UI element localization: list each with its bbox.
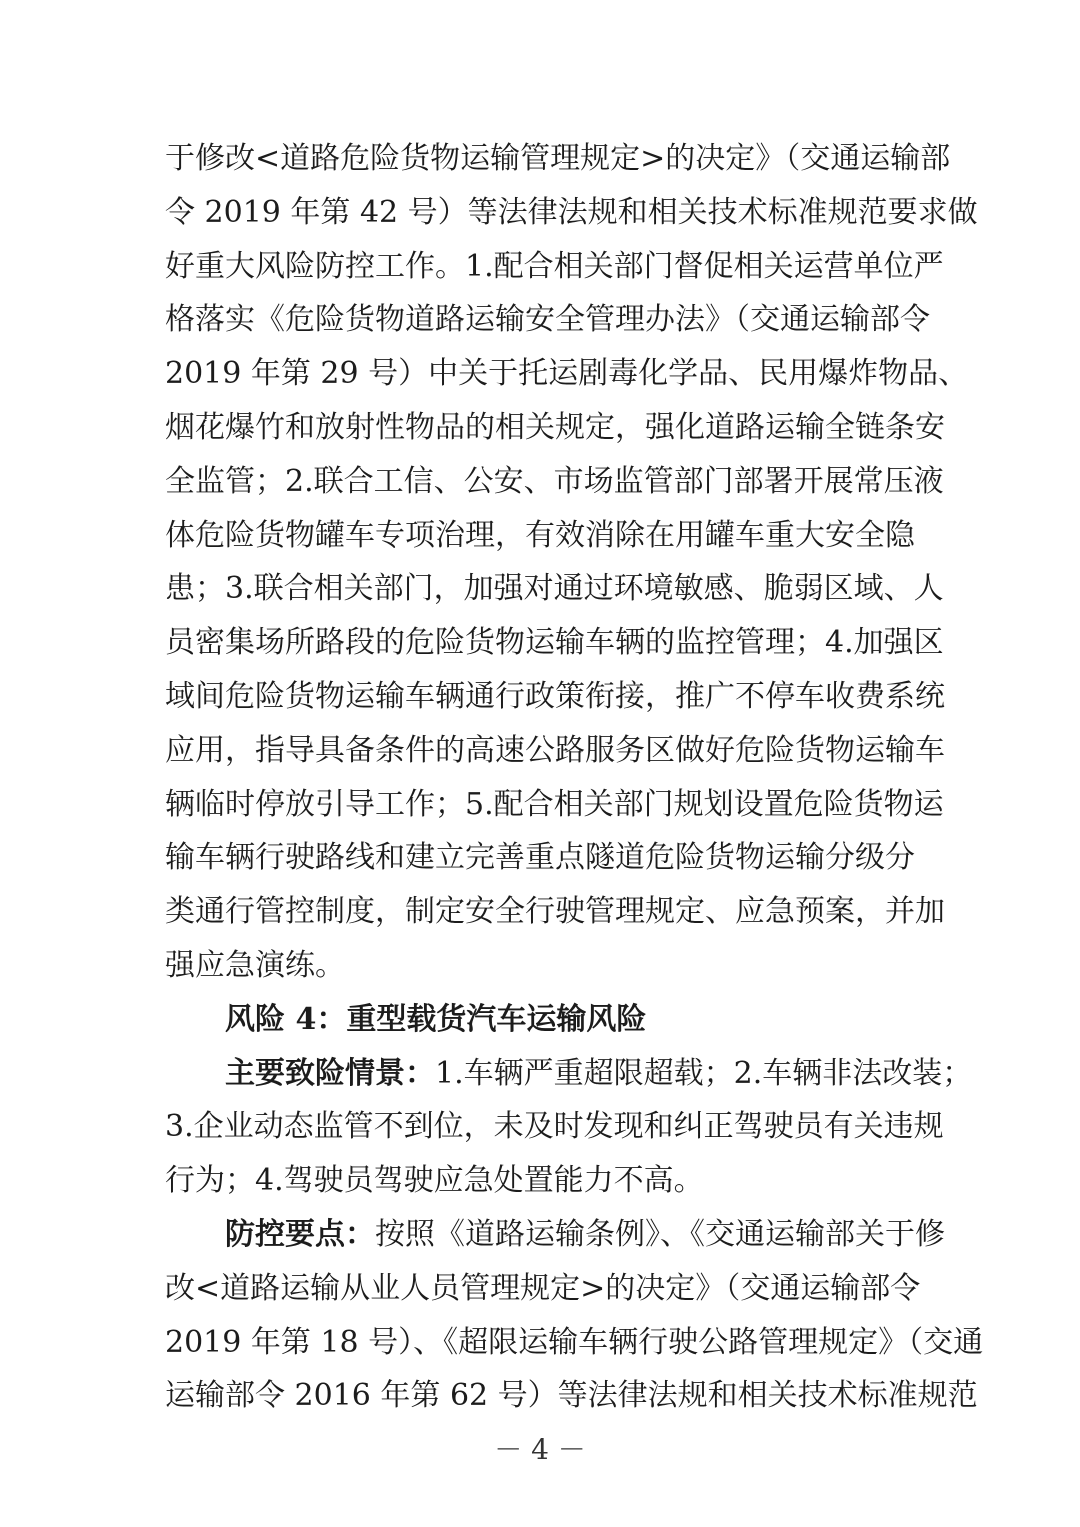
document-body: [165, 132, 984, 1423]
text-line: 格落实《危险货物道路运输安全管理办法》（交通运输部令: [165, 302, 930, 338]
control-text: 按照《道路运输条例》、《交通运输部关于修: [375, 1216, 945, 1252]
paragraph-continuation: [165, 132, 978, 993]
risk-heading: 风险 4：重型载货汽车运输风险: [225, 1001, 647, 1037]
text-line: 类通行管控制度，制定安全行驶管理规定、应急预案，并加: [165, 894, 945, 930]
text-line: 输车辆行驶路线和建立完善重点隧道危险货物运输分级分: [165, 840, 915, 876]
scenario-first-line: [165, 1047, 973, 1101]
text-line: 改<道路运输从业人员管理规定>的决定》（交通运输部令: [165, 1270, 921, 1306]
text-line: 3.企业动态监管不到位，未及时发现和纠正驾驶员有关违规: [165, 1109, 944, 1145]
text-line: 强应急演练。: [165, 947, 345, 983]
control-first-line: [165, 1208, 945, 1262]
text-line: 运输部令 2016 年第 62 号）等法律法规和相关技术标准规范: [165, 1378, 978, 1414]
text-line: 辆临时停放引导工作；5.配合相关部门规划设置危险货物运: [165, 786, 944, 822]
text-line: 体危险货物罐车专项治理，有效消除在用罐车重大安全隐: [165, 517, 915, 553]
text-line: 2019 年第 18 号）、《超限运输车辆行驶公路管理规定》（交通: [165, 1324, 984, 1360]
text-line: 域间危险货物运输车辆通行政策衔接，推广不停车收费系统: [165, 678, 945, 714]
text-line: 应用，指导具备条件的高速公路服务区做好危险货物运输车: [165, 732, 945, 768]
text-line: 令 2019 年第 42 号）等法律法规和相关技术标准规范要求做: [165, 194, 978, 230]
text-line: 2019 年第 29 号）中关于托运剧毒化学品、民用爆炸物品、: [165, 356, 969, 392]
text-line: 员密集场所路段的危险货物运输车辆的监控管理；4.加强区: [165, 625, 944, 661]
text-line: 烟花爆竹和放射性物品的相关规定，强化道路运输全链条安: [165, 409, 945, 445]
scenario-text: 1.车辆严重超限超载；2.车辆非法改装；: [435, 1055, 973, 1091]
text-line: 全监管；2.联合工信、公安、市场监管部门部署开展常压液: [165, 463, 944, 499]
page-number: － 4 －: [494, 1433, 586, 1466]
text-line: 行为；4.驾驶员驾驶应急处置能力不高。: [165, 1163, 704, 1199]
text-line: 患；3.联合相关部门，加强对通过环境敏感、脆弱区域、人: [165, 571, 944, 607]
scenario-label: 主要致险情景：: [225, 1055, 435, 1091]
control-label: 防控要点：: [225, 1216, 375, 1252]
text-line: 于修改<道路危险货物运输管理规定>的决定》（交通运输部: [165, 141, 951, 176]
scenario-paragraph: [165, 1047, 973, 1208]
control-paragraph: [165, 1208, 984, 1423]
text-line: 好重大风险防控工作。1.配合相关部门督促相关运营单位严: [165, 248, 944, 284]
